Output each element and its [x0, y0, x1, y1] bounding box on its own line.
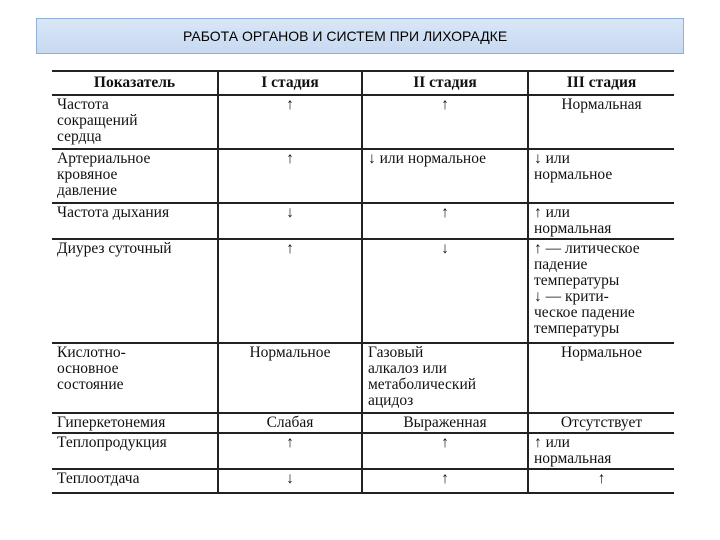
header-stage-2: II стадия: [362, 71, 528, 95]
slide-title: РАБОТА ОРГАНОВ И СИСТЕМ ПРИ ЛИХОРАДКЕ: [36, 18, 684, 54]
table-header-row: [52, 71, 674, 95]
stage-2-value: ↑: [362, 203, 528, 239]
stage-1-value: ↓: [218, 469, 362, 493]
stage-3-value: Отсутствует: [528, 413, 674, 433]
row-indicator: Кислотно- основное состояние: [52, 343, 218, 413]
row-indicator: Частота сокращений сердца: [52, 95, 218, 149]
table-row: [52, 343, 674, 413]
header-stage-1: I стадия: [218, 71, 362, 95]
stage-2-value: ↓: [362, 239, 528, 343]
stage-2-value: ↓ или нормальное: [362, 149, 528, 203]
row-indicator: Теплоотдача: [52, 469, 218, 493]
row-indicator: Гиперкетонемия: [52, 413, 218, 433]
stage-3-value: ↑ или нормальная: [528, 203, 674, 239]
table-row: [52, 149, 674, 203]
table-row: [52, 413, 674, 433]
stage-1-value: Слабая: [218, 413, 362, 433]
stage-3-value: ↑ или нормальная: [528, 433, 674, 469]
table-row: [52, 239, 674, 343]
table-row: [52, 469, 674, 493]
table-row: [52, 95, 674, 149]
row-indicator: Частота дыхания: [52, 203, 218, 239]
row-indicator: Теплопродукция: [52, 433, 218, 469]
stage-3-value: ↓ или нормальное: [528, 149, 674, 203]
table-row: [52, 433, 674, 469]
stage-1-value: ↓: [218, 203, 362, 239]
stage-1-value: ↑: [218, 433, 362, 469]
stage-3-value: ↑ — литическое падение температуры ↓ — крити- ческое падение температуры: [528, 239, 674, 343]
stage-2-value: Выраженная: [362, 413, 528, 433]
row-indicator: Диурез суточный: [52, 239, 218, 343]
header-indicator: Показатель: [52, 71, 218, 95]
fever-stages-table: [52, 70, 674, 494]
header-stage-3: III стадия: [528, 71, 674, 95]
stage-3-value: ↑: [528, 469, 674, 493]
stage-2-value: ↑: [362, 433, 528, 469]
stage-1-value: ↑: [218, 239, 362, 343]
stage-3-value: Нормальное: [528, 343, 674, 413]
stage-2-value: ↑: [362, 95, 528, 149]
stage-2-value: Газовый алкалоз или метаболический ацидоз: [362, 343, 528, 413]
table-row: [52, 203, 674, 239]
stage-1-value: ↑: [218, 95, 362, 149]
row-indicator: Артериальное кровяное давление: [52, 149, 218, 203]
stage-2-value: ↑: [362, 469, 528, 493]
stage-3-value: Нормальная: [528, 95, 674, 149]
stage-1-value: ↑: [218, 149, 362, 203]
stage-1-value: Нормальное: [218, 343, 362, 413]
